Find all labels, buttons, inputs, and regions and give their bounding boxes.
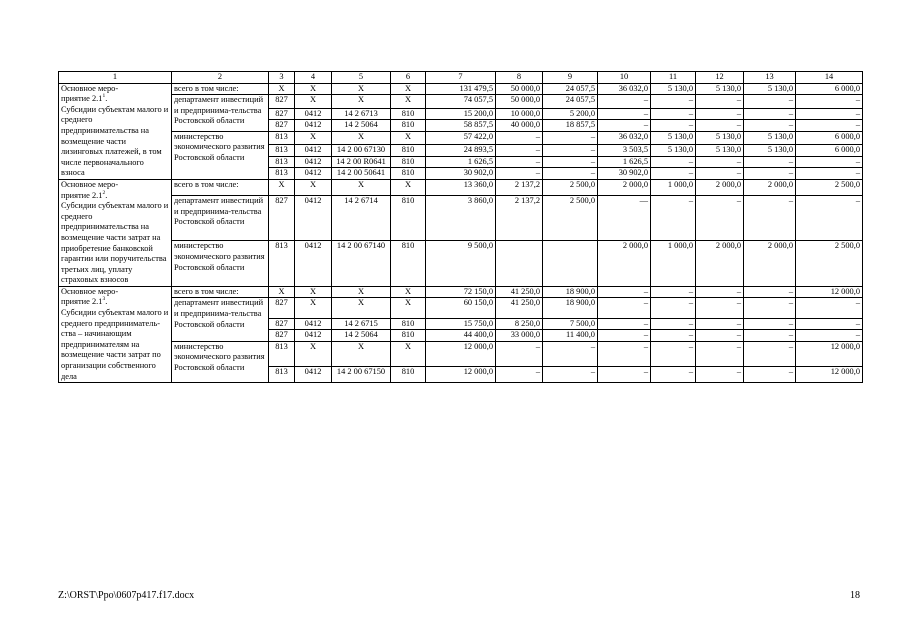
measure-name-line: Основное меро- xyxy=(61,286,119,296)
cell-col-4: 0412 xyxy=(295,330,332,342)
cell-col-6: X xyxy=(391,341,426,366)
cell-col-4: 0412 xyxy=(295,241,332,286)
cell-col-6: 810 xyxy=(391,196,426,241)
column-number-6: 6 xyxy=(391,72,426,84)
measure-description: Субсидии субъектам малого и среднего предпринимательства на возмещение части лизинговых платежей, в том числе первоначального взноса xyxy=(61,104,169,178)
cell-col-4: X xyxy=(295,83,332,95)
cell-col-12: – xyxy=(696,95,744,108)
cell-col-3: 813 xyxy=(269,131,295,144)
cell-col-7: 12 000,0 xyxy=(426,366,496,382)
footnote-marker: 3 xyxy=(102,296,106,303)
cell-col-7: 1 626,5 xyxy=(426,156,496,168)
cell-col-6: X xyxy=(391,298,426,318)
cell-col-11: – xyxy=(651,330,696,342)
measure-name-line: Основное меро- xyxy=(61,179,119,189)
cell-col-3: 827 xyxy=(269,330,295,342)
cell-col-9: 24 057,5 xyxy=(543,83,598,95)
executor-row xyxy=(59,298,863,318)
executor-name: департамент инвестиций и предпринима-тельства Ростовской области xyxy=(172,298,269,341)
cell-col-13: 5 130,0 xyxy=(744,131,796,144)
cell-col-11: 5 130,0 xyxy=(651,145,696,157)
cell-col-6: 810 xyxy=(391,108,426,120)
cell-col-6: X xyxy=(391,179,426,195)
cell-col-5: X xyxy=(332,341,391,366)
cell-col-14: – xyxy=(796,330,863,342)
cell-col-4: 0412 xyxy=(295,168,332,180)
column-number-13: 13 xyxy=(744,72,796,84)
cell-col-13: – xyxy=(744,168,796,180)
cell-col-6: 810 xyxy=(391,120,426,132)
total-label: всего в том числе: xyxy=(172,83,269,95)
cell-col-11: – xyxy=(651,168,696,180)
column-number-9: 9 xyxy=(543,72,598,84)
cell-col-14: 12 000,0 xyxy=(796,341,863,366)
cell-col-5: 14 2 6714 xyxy=(332,196,391,241)
cell-col-12: – xyxy=(696,156,744,168)
cell-col-8: – xyxy=(496,156,543,168)
executor-row xyxy=(59,241,863,286)
total-label: всего в том числе: xyxy=(172,286,269,298)
cell-col-7: 9 500,0 xyxy=(426,241,496,286)
cell-col-4: 0412 xyxy=(295,108,332,120)
cell-col-6: X xyxy=(391,286,426,298)
cell-col-9: 24 057,5 xyxy=(543,95,598,108)
page-number: 18 xyxy=(850,590,860,601)
cell-col-6: X xyxy=(391,83,426,95)
cell-col-3: 827 xyxy=(269,298,295,318)
measure-total-row xyxy=(59,286,863,298)
measure-number: приятие 2.1 xyxy=(61,297,103,307)
cell-col-4: 0412 xyxy=(295,366,332,382)
cell-col-10: – xyxy=(598,286,651,298)
executor-row xyxy=(59,341,863,366)
column-number-10: 10 xyxy=(598,72,651,84)
cell-col-11: 5 130,0 xyxy=(651,83,696,95)
cell-col-9: – xyxy=(543,168,598,180)
cell-col-3: 827 xyxy=(269,108,295,120)
cell-col-10: 3 503,5 xyxy=(598,145,651,157)
cell-col-8: – xyxy=(496,145,543,157)
cell-col-8 xyxy=(496,241,543,286)
cell-col-7: 15 750,0 xyxy=(426,318,496,330)
column-number-7: 7 xyxy=(426,72,496,84)
cell-col-5: 14 2 5064 xyxy=(332,120,391,132)
cell-col-8: 33 000,0 xyxy=(496,330,543,342)
executor-row xyxy=(59,196,863,241)
cell-col-14: – xyxy=(796,298,863,318)
cell-col-12: 2 000,0 xyxy=(696,241,744,286)
cell-col-8: – xyxy=(496,366,543,382)
cell-col-9: 18 900,0 xyxy=(543,298,598,318)
footnote-marker: 2 xyxy=(102,189,106,196)
cell-col-10: – xyxy=(598,108,651,120)
cell-col-12: 5 130,0 xyxy=(696,145,744,157)
measure-total-row xyxy=(59,179,863,195)
measure-name: Основное меро- приятие $2.1^3$. Субсидии субъектам малого и среднего предприниматель-ства – начинающим предпринимателям на возмещение части затрат по организации собственного дела xyxy=(59,286,172,382)
cell-col-10: – xyxy=(598,330,651,342)
cell-col-3: 813 xyxy=(269,341,295,366)
cell-col-12: – xyxy=(696,196,744,241)
cell-col-10: 2 000,0 xyxy=(598,241,651,286)
cell-col-5: 14 2 6715 xyxy=(332,318,391,330)
cell-col-8: 50 000,0 xyxy=(496,83,543,95)
cell-col-4: 0412 xyxy=(295,196,332,241)
cell-col-4: 0412 xyxy=(295,120,332,132)
cell-col-11: 5 130,0 xyxy=(651,131,696,144)
cell-col-14: 12 000,0 xyxy=(796,286,863,298)
cell-col-11: – xyxy=(651,120,696,132)
cell-col-7: 131 479,5 xyxy=(426,83,496,95)
total-label: всего в том числе: xyxy=(172,179,269,195)
cell-col-4: X xyxy=(295,298,332,318)
cell-col-7: 44 400,0 xyxy=(426,330,496,342)
cell-col-10: – xyxy=(598,318,651,330)
cell-col-5: 14 2 00 R0641 xyxy=(332,156,391,168)
cell-col-6: 810 xyxy=(391,318,426,330)
cell-col-9: 2 500,0 xyxy=(543,196,598,241)
cell-col-11: – xyxy=(651,108,696,120)
cell-col-13: – xyxy=(744,120,796,132)
cell-col-10: 36 032,0 xyxy=(598,131,651,144)
cell-col-13: 5 130,0 xyxy=(744,83,796,95)
cell-col-7: 74 057,5 xyxy=(426,95,496,108)
cell-col-14: 2 500,0 xyxy=(796,241,863,286)
cell-col-4: 0412 xyxy=(295,156,332,168)
executor-row xyxy=(59,95,863,108)
cell-col-4: 0412 xyxy=(295,145,332,157)
cell-col-9: 11 400,0 xyxy=(543,330,598,342)
cell-col-12: – xyxy=(696,286,744,298)
cell-col-9: 5 200,0 xyxy=(543,108,598,120)
column-number-12: 12 xyxy=(696,72,744,84)
cell-col-13: – xyxy=(744,341,796,366)
cell-col-11: – xyxy=(651,298,696,318)
cell-col-9: 18 857,5 xyxy=(543,120,598,132)
cell-col-3: 813 xyxy=(269,366,295,382)
cell-col-3: 813 xyxy=(269,168,295,180)
cell-col-5: 14 2 00 50641 xyxy=(332,168,391,180)
cell-col-14: 6 000,0 xyxy=(796,131,863,144)
cell-col-5: X xyxy=(332,131,391,144)
cell-col-13: – xyxy=(744,196,796,241)
cell-col-7: 3 860,0 xyxy=(426,196,496,241)
cell-col-12: 2 000,0 xyxy=(696,179,744,195)
cell-col-14: 6 000,0 xyxy=(796,83,863,95)
measure-name: Основное меро- приятие $2.1^1$. Субсидии субъектам малого и среднего предпринимательства на возмещение части лизинговых платежей, в том числе первоначального взноса xyxy=(59,83,172,179)
cell-col-5: 14 2 5064 xyxy=(332,330,391,342)
cell-col-8: 41 250,0 xyxy=(496,286,543,298)
cell-col-14: – xyxy=(796,95,863,108)
cell-col-8: 8 250,0 xyxy=(496,318,543,330)
cell-col-9: – xyxy=(543,131,598,144)
cell-col-3: 813 xyxy=(269,156,295,168)
measure-name-line: Основное меро- xyxy=(61,83,119,93)
cell-col-9: – xyxy=(543,156,598,168)
cell-col-12: – xyxy=(696,298,744,318)
cell-col-7: 60 150,0 xyxy=(426,298,496,318)
cell-col-3: 827 xyxy=(269,120,295,132)
cell-col-7: 13 360,0 xyxy=(426,179,496,195)
cell-col-5: 14 2 6713 xyxy=(332,108,391,120)
cell-col-12: 5 130,0 xyxy=(696,83,744,95)
cell-col-7: 12 000,0 xyxy=(426,341,496,366)
cell-col-3: X xyxy=(269,83,295,95)
executor-name: министерство экономического развития Ростовской области xyxy=(172,241,269,286)
cell-col-13: – xyxy=(744,108,796,120)
cell-col-7: 58 857,5 xyxy=(426,120,496,132)
cell-col-14: – xyxy=(796,156,863,168)
cell-col-3: 813 xyxy=(269,241,295,286)
cell-col-8: 41 250,0 xyxy=(496,298,543,318)
executor-name: министерство экономического развития Ростовской области xyxy=(172,131,269,179)
cell-col-9: 2 500,0 xyxy=(543,179,598,195)
cell-col-13: 5 130,0 xyxy=(744,145,796,157)
cell-col-8: 2 137,2 xyxy=(496,179,543,195)
cell-col-14: – xyxy=(796,318,863,330)
cell-col-14: – xyxy=(796,120,863,132)
cell-col-8: 2 137,2 xyxy=(496,196,543,241)
cell-col-5: X xyxy=(332,286,391,298)
cell-col-8: 40 000,0 xyxy=(496,120,543,132)
cell-col-3: 813 xyxy=(269,145,295,157)
measure-description: Субсидии субъектам малого и среднего предпринимательства на возмещение части затрат на приобретение банковской гарантии или поручительства третьих лиц, уплату страховых взносов xyxy=(61,201,169,285)
cell-col-9: – xyxy=(543,341,598,366)
cell-col-11: 1 000,0 xyxy=(651,241,696,286)
cell-col-4: 0412 xyxy=(295,318,332,330)
cell-col-3: X xyxy=(269,179,295,195)
cell-col-5: 14 2 00 67140 xyxy=(332,241,391,286)
cell-col-5: X xyxy=(332,179,391,195)
cell-col-14: 2 500,0 xyxy=(796,179,863,195)
cell-col-12: 5 130,0 xyxy=(696,131,744,144)
cell-col-12: – xyxy=(696,120,744,132)
column-number-1: 1 xyxy=(59,72,172,84)
cell-col-7: 30 902,0 xyxy=(426,168,496,180)
cell-col-11: – xyxy=(651,366,696,382)
cell-col-14: – xyxy=(796,168,863,180)
cell-col-11: 1 000,0 xyxy=(651,179,696,195)
cell-col-6: 810 xyxy=(391,241,426,286)
cell-col-13: 2 000,0 xyxy=(744,179,796,195)
cell-col-3: X xyxy=(269,286,295,298)
cell-col-12: – xyxy=(696,341,744,366)
cell-col-13: – xyxy=(744,330,796,342)
cell-col-9: 7 500,0 xyxy=(543,318,598,330)
cell-col-9: – xyxy=(543,366,598,382)
cell-col-13: – xyxy=(744,286,796,298)
cell-col-7: 72 150,0 xyxy=(426,286,496,298)
cell-col-8: – xyxy=(496,168,543,180)
column-number-8: 8 xyxy=(496,72,543,84)
cell-col-10: – xyxy=(598,120,651,132)
measure-total-row xyxy=(59,83,863,95)
cell-col-7: 24 893,5 xyxy=(426,145,496,157)
measure-name: Основное меро- приятие $2.1^2$. Субсидии субъектам малого и среднего предпринимательства на возмещение части затрат на приобретение банковской гарантии или поручительства третьих лиц, уплату страховых взносов xyxy=(59,179,172,286)
cell-col-13: 2 000,0 xyxy=(744,241,796,286)
cell-col-4: X xyxy=(295,179,332,195)
cell-col-13: – xyxy=(744,95,796,108)
cell-col-4: X xyxy=(295,131,332,144)
column-number-4: 4 xyxy=(295,72,332,84)
program-table xyxy=(58,71,863,383)
cell-col-14: – xyxy=(796,108,863,120)
cell-col-12: – xyxy=(696,318,744,330)
cell-col-13: – xyxy=(744,318,796,330)
cell-col-5: X xyxy=(332,298,391,318)
executor-name: департамент инвестиций и предпринима-тельства Ростовской области xyxy=(172,95,269,132)
cell-col-10: 36 032,0 xyxy=(598,83,651,95)
cell-col-14: 6 000,0 xyxy=(796,145,863,157)
cell-col-13: – xyxy=(744,156,796,168)
cell-col-13: – xyxy=(744,366,796,382)
cell-col-9: 18 900,0 xyxy=(543,286,598,298)
cell-col-5: 14 2 00 67130 xyxy=(332,145,391,157)
cell-col-7: 57 422,0 xyxy=(426,131,496,144)
footnote-marker: 1 xyxy=(102,93,106,100)
cell-col-4: X xyxy=(295,286,332,298)
cell-col-8: – xyxy=(496,131,543,144)
cell-col-7: 15 200,0 xyxy=(426,108,496,120)
cell-col-14: 12 000,0 xyxy=(796,366,863,382)
table-body xyxy=(59,72,863,383)
measure-description: Субсидии субъектам малого и среднего предприниматель-ства – начинающим предпринимателям на возмещение части затрат по организации собственного дела xyxy=(61,308,169,381)
cell-col-6: 810 xyxy=(391,145,426,157)
cell-col-5: X xyxy=(332,83,391,95)
cell-col-12: – xyxy=(696,366,744,382)
cell-col-10: – xyxy=(598,95,651,108)
cell-col-8: 10 000,0 xyxy=(496,108,543,120)
cell-col-8: 50 000,0 xyxy=(496,95,543,108)
cell-col-4: X xyxy=(295,341,332,366)
cell-col-5: 14 2 00 67150 xyxy=(332,366,391,382)
cell-col-12: – xyxy=(696,108,744,120)
cell-col-6: 810 xyxy=(391,168,426,180)
cell-col-8: – xyxy=(496,341,543,366)
measure-number: приятие 2.1 xyxy=(61,190,103,200)
cell-col-11: – xyxy=(651,156,696,168)
measure-number: приятие 2.1 xyxy=(61,94,103,104)
cell-col-10: – xyxy=(598,366,651,382)
cell-col-12: – xyxy=(696,168,744,180)
cell-col-6: 810 xyxy=(391,156,426,168)
cell-col-10: – xyxy=(598,298,651,318)
cell-col-9 xyxy=(543,241,598,286)
cell-col-6: X xyxy=(391,131,426,144)
column-number-3: 3 xyxy=(269,72,295,84)
cell-col-14: – xyxy=(796,196,863,241)
column-number-14: 14 xyxy=(796,72,863,84)
executor-name: департамент инвестиций и предпринима-тельства Ростовской области xyxy=(172,196,269,241)
cell-col-10: 30 902,0 xyxy=(598,168,651,180)
cell-col-3: 827 xyxy=(269,95,295,108)
cell-col-10: – xyxy=(598,341,651,366)
header-row xyxy=(59,72,863,84)
column-number-5: 5 xyxy=(332,72,391,84)
cell-col-5: X xyxy=(332,95,391,108)
cell-col-6: 810 xyxy=(391,366,426,382)
executor-name: министерство экономического развития Ростовской области xyxy=(172,341,269,382)
cell-col-6: 810 xyxy=(391,330,426,342)
cell-col-13: – xyxy=(744,298,796,318)
column-number-2: 2 xyxy=(172,72,269,84)
executor-row xyxy=(59,131,863,144)
footer-file-path: Z:\ORST\Ppo\0607p417.f17.docx xyxy=(58,590,195,601)
cell-col-10: — xyxy=(598,196,651,241)
cell-col-6: X xyxy=(391,95,426,108)
cell-col-11: – xyxy=(651,286,696,298)
cell-col-10: 2 000,0 xyxy=(598,179,651,195)
cell-col-9: – xyxy=(543,145,598,157)
cell-col-11: – xyxy=(651,95,696,108)
cell-col-3: 827 xyxy=(269,196,295,241)
cell-col-3: 827 xyxy=(269,318,295,330)
cell-col-11: – xyxy=(651,318,696,330)
column-number-11: 11 xyxy=(651,72,696,84)
cell-col-4: X xyxy=(295,95,332,108)
cell-col-12: – xyxy=(696,330,744,342)
cell-col-11: – xyxy=(651,341,696,366)
cell-col-11: – xyxy=(651,196,696,241)
cell-col-10: 1 626,5 xyxy=(598,156,651,168)
